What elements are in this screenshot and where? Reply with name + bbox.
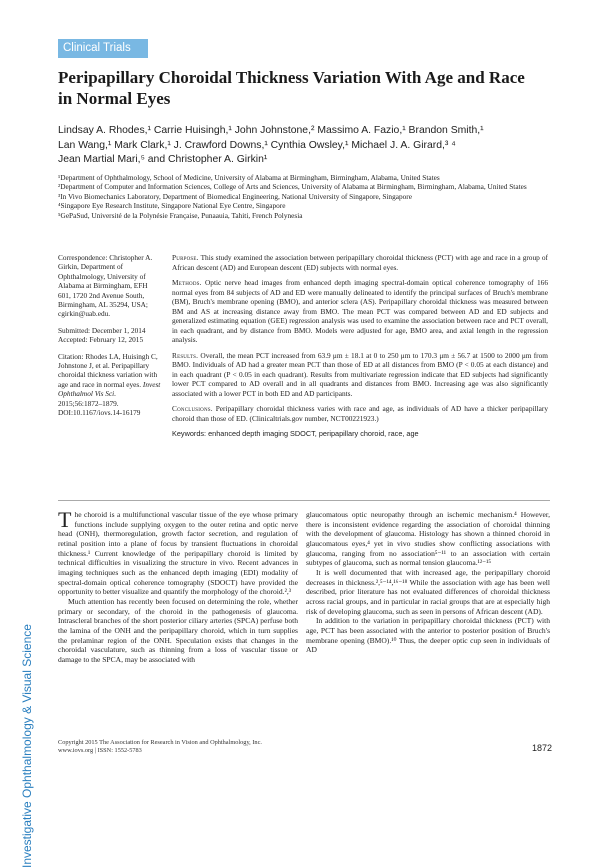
body-column-right: [306, 510, 550, 655]
affiliation: ⁵GePaSud, Université de la Polynésie Française, Punaauia, Tahiti, French Polynesia: [58, 210, 303, 220]
article-title: Peripapillary Choroidal Thickness Variation With Age and Race in Normal Eyes: [58, 68, 525, 108]
accepted-date: Accepted: February 12, 2015: [58, 335, 144, 345]
body-text: he choroid is a multifunctional vascular tissue of the eye whose primary functions include supplying oxygen to the outer retina and optic nerve head (ONH), thermoregulation, growth factor secretion, and regulation of retinal position into a plane of focus by transient fluctuations in choroidal thickness.¹ Current knowledge of the peripapillary choroid is limited by technical difficulties in visualizing the structure in vivo. Recent advances in imaging techniques such as the enhanced depth imaging (EDI) modality of spectral-domain optical coherence tomography (SDOCT) have provided the opportunity to better visualize and quantify the morphology of the choroid.²,³: [58, 510, 298, 597]
abstract: [172, 253, 548, 439]
page-footer: [58, 739, 478, 756]
body-column-left: [58, 507, 298, 665]
abstract-results: [172, 351, 548, 399]
citation-doi: 2015;56:1872–1879. DOI:10.1167/iovs.14-16179: [58, 398, 141, 418]
abstract-conclusions: [172, 404, 548, 423]
affiliation: ²Department of Computer and Information Sciences, College of Arts and Sciences, University of Alabama at Birmingham, Birmingham, Alabama, United States: [58, 182, 527, 192]
affiliation: ¹Department of Ophthalmology, School of Medicine, University of Alabama at Birmingham, Birmingham, Alabama, United States: [58, 173, 440, 182]
body-paragraph: In addition to the variation in peripapillary choroidal thickness (PCT) with age, PCT has been associated with the anterior to posterior position of Bruch's membrane opening (BMO).¹⁰ Thus, the deeper optic cup seen in individuals of AD: [306, 616, 550, 655]
results-text: Overall, the mean PCT increased from 63.9 μm ± 18.1 at 0 to 250 μm to 170.3 μm ± 56.7 at 1500 to 2000 μm from BMO. Individuals of AD had a greater mean PCT than those of ED at all distances from BMO (P < 0.05 at each distance) and in each quadrant (P < 0.05 in each quadrant). Results from multivariate regression indicate that ED subjects had significantly lower PCT compared to AD overall and in all quadrants and distances from BMO. Increasing age was also significantly associated with a lower PCT in both ED and AD participants.: [172, 350, 548, 398]
section-tag: Clinical Trials: [58, 39, 148, 58]
keywords: Keywords: enhanced depth imaging SDOCT, peripapillary choroid, race, age: [172, 429, 419, 438]
affiliation: ³In Vivo Biomechanics Laboratory, Department of Biomedical Engineering, National University of Singapore, Singapore: [58, 191, 412, 201]
affiliation: ⁴Singapore Eye Research Institute, Singapore National Eye Centre, Singapore: [58, 201, 286, 211]
drop-cap: T: [58, 507, 72, 532]
conclusions-text: Peripapillary choroidal thickness varies with race and age, as individuals of AD have a thicker peripapillary choroid than those of ED. (Clinicaltrials.gov number, NCT00221923.): [172, 404, 548, 423]
citation-journal: Invest Ophthalmol Vis Sci.: [58, 379, 161, 399]
citation: [58, 352, 162, 418]
body-paragraph: Much attention has recently been focused on determining the role, whether primary or secondary, of the choroid in the pathogenesis of glaucoma. Intrascleral branches of the short posterior ciliary arteries (SPCA) perfuse both the lamina of the ONH and the peripapillary choroid, which in turn supplies the prelaminar region of the ONH. Speculation exists that changes in the choroidal vasculature, such as thinning from a loss of vascular tissue or damage to the SPCA, may be associated with: [58, 596, 298, 664]
author-line: Lan Wang,¹ Mark Clark,¹ J. Crawford Downs,¹ Cynthia Owsley,¹ Michael J. A. Girard,³ ⁴: [58, 139, 456, 151]
conclusions-label: Conclusions.: [172, 404, 213, 413]
abstract-purpose: [172, 253, 548, 272]
submitted-date: Submitted: December 1, 2014: [58, 325, 146, 335]
methods-label: Methods.: [172, 278, 202, 287]
abstract-methods: [172, 278, 548, 345]
author-line: Lindsay A. Rhodes,¹ Carrie Huisingh,¹ John Johnstone,² Massimo A. Fazio,¹ Brandon Smith,¹: [58, 125, 484, 136]
methods-text: Optic nerve head images from enhanced depth imaging spectral-domain optical coherence tomography of 166 normal eyes from 84 subjects of AD and ED were manually delineated to identify the principal surfaces of Bruch's membrane (BM), Bruch's membrane opening (BMO), and anterior sclera (AS). Peripapillary choroidal thickness was measured between BM and AS at increasing distance away from BMO. The mean PCT was compared between AD and ED subjects and generalized estimating equation (GEE) regression analysis was used to examine the association between race and PCT overall, in each quadrant, and by distance from BMO. Models were adjusted for age, BMO area, and axial length in the regression analysis.: [172, 278, 548, 344]
dates: [58, 326, 162, 345]
body-paragraph: glaucomatous optic neuropathy through an ischemic mechanism.⁴ However, there is inconsistent evidence regarding the association of choroidal thinning with the development of glaucoma. Histology has shown a thinned choroid in glaucomatous eyes,⁴ yet in vivo studies show conflicting associations with glaucoma, ranging from no association⁵⁻¹¹ to an association with certain subtypes of glaucoma, such as normal tension glaucoma.¹²⁻¹⁵: [306, 510, 550, 568]
page-number: 1872: [531, 743, 552, 753]
journal-side-bar: [0, 30, 12, 730]
section-divider: [58, 500, 550, 501]
author-list: [58, 124, 558, 168]
author-line: Jean Martial Mari,⁵ and Christopher A. Girkin¹: [58, 154, 268, 166]
purpose-text: This study examined the association between peripapillary choroidal thickness (PCT) with age and race in a group of African descent (AD) and European descent (ED) subjects with normal eyes.: [172, 253, 548, 272]
results-label: Results.: [172, 350, 199, 360]
correspondence: Correspondence: Christopher A. Girkin, Department of Ophthalmology, University of Alabama at Birmingham, EFH 601, 1720 2nd Avenue South, Birmingham, AL 35294, USA; cgirkin@uab.edu.: [58, 253, 153, 319]
article-info-sidebar: [58, 253, 162, 425]
body-paragraph: [58, 507, 298, 597]
body-paragraph: It is well documented that with increased age, the peripapillary choroid decreases in thickness.²,⁵⁻¹⁴,¹⁶⁻¹⁸ While the association with age has been well described, prior literature has not evaluated differences of choroidal thickness across racial groups, and in particular in racial groups that are at especially high risk of developing glaucoma, such as seen in persons of African descent (AD).: [306, 567, 550, 616]
affiliations: [58, 173, 578, 220]
url-issn: www.iovs.org | ISSN: 1552-5783: [58, 747, 142, 755]
citation-text: Citation: Rhodes LA, Huisingh C, Johnstone J, et al. Peripapillary choroidal thickness variation with age and race in normal eyes.: [58, 351, 158, 389]
purpose-label: Purpose.: [172, 253, 199, 262]
journal-name-vertical: Investigative Ophthalmology & Visual Science: [20, 624, 34, 868]
copyright: Copyright 2015 The Association for Research in Vision and Ophthalmology, Inc.: [58, 739, 262, 746]
